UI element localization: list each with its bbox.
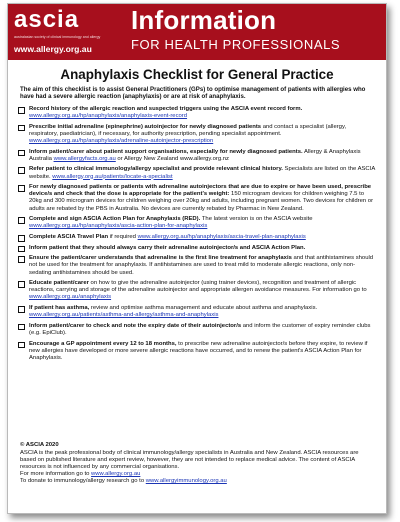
checklist-item	[18, 234, 376, 241]
checkbox[interactable]	[18, 150, 25, 157]
logo-name: ascia	[14, 6, 80, 33]
checklist-item	[18, 184, 376, 212]
item-lead: For newly diagnosed patients or patients with adrenaline autoinjectors that are due to expire or have been used, prescribe device/s and check that the dose is appropriate for the patient's weight:	[29, 184, 372, 198]
item-lead: Encourage a GP appointment every 12 to 18 months,	[29, 340, 177, 347]
checkbox[interactable]	[18, 246, 25, 253]
checkbox[interactable]	[18, 306, 25, 313]
item-text: Specialists are listed on the ASCIA website.	[29, 166, 375, 180]
item-text: if required	[108, 233, 136, 240]
logo-url: www.allergy.org.au	[14, 44, 92, 54]
checkbox[interactable]	[18, 256, 25, 263]
item-lead: If patient has asthma,	[29, 305, 90, 312]
item-lead: Complete and sign ASCIA Action Plan for Anaphylaxis (RED).	[29, 216, 201, 223]
item-text: Allergy & Anaphylaxis Australia	[29, 148, 361, 162]
banner-title: Information	[131, 5, 277, 35]
copyright: © ASCIA 2020	[20, 442, 59, 448]
checklist-item	[18, 124, 376, 145]
checklist-item	[18, 323, 376, 337]
item-text: on how to give the adrenaline autoinjector (using trainer devices), recognition and treatment of allergic reactions, carrying and storage of the adrenaline autoinjector and appropriate allergen avoidance measures. For information go to	[29, 280, 367, 294]
checklist-item	[18, 280, 376, 301]
ascia-logo	[14, 6, 118, 58]
item-text: and contact a specialist (allergy, respiratory, paediatrician), if necessary, for authority prescription, pending specialist appointment.	[29, 123, 347, 137]
checkbox[interactable]	[18, 281, 25, 288]
item-link[interactable]: www.allergy.org.au/hp/anaphylaxis/adrenaline-autoinjector-prescription	[29, 137, 214, 144]
checkbox[interactable]	[18, 107, 25, 114]
footer-donate-text: To donate to immunology/allergy research go to	[20, 478, 146, 485]
footer-donate-link[interactable]: www.allergyimmunology.org.au	[145, 478, 227, 485]
checklist-item	[18, 245, 376, 252]
item-text: to prescribe new adrenaline autoinjector/s before they expire, to review if new allergies have developed or more severe allergic reactions have occurred, and to renew the patient's ASCIA Action Plan for Anaphylaxis.	[29, 340, 368, 361]
checklist-item	[18, 341, 376, 362]
item-link[interactable]: www.allergy.org.au/hp/anaphylaxis/ascia-travel-plan-anaphylaxis	[137, 233, 306, 240]
banner-subtitle: FOR HEALTH PROFESSIONALS	[131, 37, 341, 52]
checkbox[interactable]	[18, 125, 25, 132]
item-lead: Refer patient to clinical immunology/allergy specialist and provide relevant clinical history.	[29, 166, 283, 173]
checkbox[interactable]	[18, 235, 25, 242]
item-link[interactable]: www.allergy.org.au/hp/anaphylaxis/ascia-action-plan-for-anaphylaxis	[29, 223, 208, 230]
item-lead: Complete ASCIA Travel Plan	[29, 233, 109, 240]
checklist-item	[18, 149, 376, 163]
footer-info-text: For more information go to	[20, 471, 92, 478]
item-text: and that antihistamines should not be used for the treatment for anaphylaxis. If antihistamines are used to treat mild to moderate allergic reactions, only non-sedating antihistamines should be used.	[29, 255, 374, 276]
item-text: The latest version is on the ASCIA website	[200, 216, 313, 223]
checkbox[interactable]	[18, 342, 25, 349]
item-lead: Record history of the allergic reaction and suspected triggers using the ASCIA event record form.	[29, 106, 303, 112]
checklist-item	[18, 216, 376, 230]
item-tail-text: or Allergy New Zealand www.allergy.org.nz	[115, 155, 229, 162]
item-text: and inform the customer of expiry reminder clubs (e.g. EpiClub).	[29, 322, 371, 336]
item-lead: Inform patient/carer about patient support organisations, especially for newly diagnosed patients.	[29, 148, 303, 155]
checklist-item	[18, 106, 376, 120]
checklist-item	[18, 166, 376, 180]
item-link[interactable]: www.allergyfacts.org.au	[53, 155, 116, 162]
item-lead: Inform patient that they should always carry their adrenaline autoinjector/s and ASCIA Action Plan.	[29, 244, 306, 251]
checkbox[interactable]	[18, 217, 25, 224]
checklist-page	[7, 3, 387, 514]
document-title: Anaphylaxis Checklist for General Practice	[60, 67, 334, 82]
footer-donate-line	[20, 478, 375, 485]
checklist-items	[18, 106, 376, 366]
footer-disclaimer: ASCIA is the peak professional body of clinical immunology/allergy specialists in Australia and New Zealand. ASCIA resources are based on published literature and expert review, however, they are not intended to replace medical advice. The content of ASCIA resources is not influenced by any commercial organisations.	[20, 450, 359, 471]
checklist-item	[18, 305, 376, 319]
item-link[interactable]: www.allergy.org.au/patients/locate-a-specialist	[52, 173, 173, 180]
intro-text: The aim of this checklist is to assist General Practitioners (GPs) to optimise management of patients with allergies who have had a severe allergic reaction (anaphylaxis) or are at risk of anaphylaxis.	[20, 86, 366, 101]
footer-info-line	[20, 471, 375, 478]
item-link[interactable]: www.allergy.org.au/patients/asthma-and-allergy/asthma-and-anaphylaxis	[29, 312, 219, 319]
checkbox[interactable]	[18, 167, 25, 174]
item-text: review and optimise asthma management and educate about asthma and anaphylaxis.	[89, 305, 318, 312]
item-lead: Educate patient/carer	[29, 280, 89, 287]
checkbox[interactable]	[18, 324, 25, 331]
footer-info-link[interactable]: www.allergy.org.au	[91, 471, 141, 478]
item-lead: Prescribe initial adrenaline (epinephrine) autoinjector for newly diagnosed patients	[29, 123, 262, 130]
item-text: 150 microgram devices for children weighing 7.5 to 20kg and 300 microgram devices for children weighing over 20kg and adults, including pregnant women. Two devices for children or adults are rebated by the PBS in Australia. No devices are currently rebated by Pharmac in New Zealand.	[29, 191, 374, 212]
item-link[interactable]: www.allergy.org.au/hp/anaphylaxis/anaphylaxis-event-record	[29, 113, 188, 120]
item-lead: Inform patient/carer to check and note the expiry date of their autoinjector/s	[29, 322, 242, 329]
logo-subtitle: australasian society of clinical immunology and allergy	[14, 35, 101, 39]
item-link[interactable]: www.allergy.org.au/anaphylaxis	[29, 294, 112, 301]
footer	[20, 442, 375, 486]
header-banner	[8, 4, 386, 60]
checklist-item	[18, 255, 376, 276]
item-lead: Ensure the patient/carer understands that adrenaline is the first line treatment for anaphylaxis	[29, 255, 292, 262]
checkbox[interactable]	[18, 185, 25, 192]
